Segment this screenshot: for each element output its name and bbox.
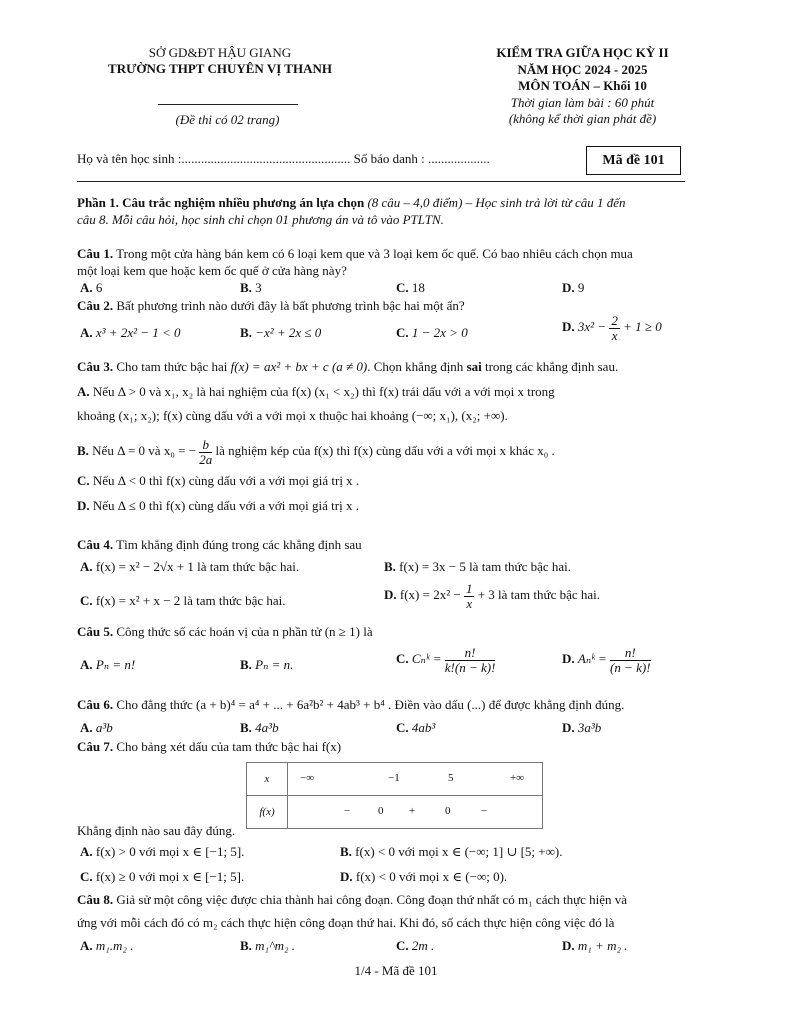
q4-option-c: f(x) = x² + x − 2 là tam thức bậc hai. bbox=[95, 593, 286, 608]
sign-table-x-header: x bbox=[247, 763, 288, 796]
q5-option-b: Pₙ = n. bbox=[255, 657, 294, 672]
q7-option-c-label: C. bbox=[80, 869, 93, 884]
duration-note: (không kể thời gian phát đề) bbox=[508, 111, 657, 126]
school-year: NĂM HỌC 2024 - 2025 bbox=[517, 61, 648, 77]
q5-option-d-num: n! bbox=[610, 646, 651, 661]
x-neg-inf: −∞ bbox=[300, 772, 315, 784]
q5-option-c-fraction bbox=[445, 646, 496, 674]
header-rule bbox=[77, 181, 685, 182]
q6-text: Cho đẳng thức (a + b)⁴ = a⁴ + ... + 6a²b² + 4ab³ + b⁴ . Điền vào dấu (...) để được khẳng định đúng. bbox=[116, 697, 625, 712]
sign-table-f-values bbox=[288, 796, 543, 829]
q4-text: Tìm khẳng định đúng trong các khẳng định sau bbox=[116, 537, 362, 552]
q1-option-c-label: C. bbox=[396, 280, 409, 295]
q4-option-d-post: + 3 là tam thức bậc hai. bbox=[477, 587, 601, 603]
q1-option-d-label: D. bbox=[562, 280, 575, 295]
q4-option-d-pre: f(x) = 2x² − bbox=[399, 587, 461, 603]
school-name: TRƯỜNG THPT CHUYÊN VỊ THANH bbox=[108, 61, 332, 76]
q2-option-d-num: 2 bbox=[611, 313, 618, 328]
q3-text-c: trong các khẳng định sau. bbox=[484, 359, 619, 374]
q5-option-a: Pₙ = n! bbox=[95, 657, 136, 672]
q2-option-a: x³ + 2x² − 1 < 0 bbox=[95, 325, 181, 340]
q3-formula: f(x) = ax² + bx + c (a ≠ 0) bbox=[230, 359, 368, 374]
q1-option-a-label: A. bbox=[80, 280, 93, 295]
sign-zero-2: 0 bbox=[445, 805, 451, 817]
x-root-1: −1 bbox=[388, 772, 400, 784]
q8-option-c: 2m . bbox=[411, 938, 435, 953]
q6-option-b-label: B. bbox=[240, 720, 252, 735]
q3-text-a: Cho tam thức bậc hai bbox=[116, 359, 228, 374]
duration: Thời gian làm bài : 60 phút bbox=[510, 94, 655, 110]
q4-option-a: f(x) = x² − 2√x + 1 là tam thức bậc hai. bbox=[95, 559, 300, 574]
q5-option-b-label: B. bbox=[240, 657, 252, 672]
q2-option-d-post: + 1 ≥ 0 bbox=[623, 319, 662, 335]
q5-option-c-den: k!(n − k)! bbox=[444, 659, 496, 675]
sign-table bbox=[246, 762, 543, 829]
q4-option-b-label: B. bbox=[384, 559, 396, 574]
q3-option-d: Nếu Δ ≤ 0 thì f(x) cùng dấu với a với mọi giá trị x . bbox=[92, 498, 359, 513]
department-name: SỞ GD&ĐT HẬU GIANG bbox=[148, 45, 292, 60]
exam-code-box bbox=[586, 146, 681, 175]
sign-2: + bbox=[409, 805, 416, 817]
q6-option-a: a³b bbox=[95, 720, 113, 735]
q7-option-b: f(x) < 0 với mọi x ∈ (−∞; 1] ∪ [5; +∞). bbox=[355, 844, 563, 859]
q3-option-b-post: là nghiệm kép của f(x) thì f(x) cùng dấu với a với mọi x khác x₀ . bbox=[215, 443, 555, 459]
q1-text-2: một loại kem que hoặc kem ốc quế ở cửa hàng này? bbox=[77, 263, 347, 278]
q4-option-a-label: A. bbox=[80, 559, 93, 574]
sign-table-f-header: f(x) bbox=[247, 796, 288, 829]
part1-note-1: (8 câu – 4,0 điểm) – Học sinh trả lời từ câu 1 đến bbox=[367, 195, 626, 210]
q3-option-b-pre: Nếu Δ = 0 và x₀ = − bbox=[92, 443, 197, 459]
q7-option-d-label: D. bbox=[340, 869, 353, 884]
q3-option-c-label: C. bbox=[77, 473, 90, 488]
q3-option-c: Nếu Δ < 0 thì f(x) cùng dấu với a với mọi giá trị x . bbox=[92, 473, 360, 488]
q1-option-b: 3 bbox=[255, 280, 262, 295]
q1-option-c: 18 bbox=[411, 280, 425, 295]
q1-label: Câu 1. bbox=[77, 246, 114, 261]
q3-option-d-label: D. bbox=[77, 498, 90, 513]
sign-table-row-f bbox=[247, 796, 543, 829]
q6-option-d: 3a³b bbox=[577, 720, 602, 735]
sign-table-row-x bbox=[247, 763, 543, 796]
exam-title: KIỂM TRA GIỮA HỌC KỲ II bbox=[496, 45, 669, 60]
sign-3: − bbox=[481, 805, 488, 817]
q2-option-c-label: C. bbox=[396, 325, 409, 340]
q2-option-d-den: x bbox=[611, 327, 618, 343]
q4-option-d-label: D. bbox=[384, 587, 397, 603]
q7-option-d: f(x) < 0 với mọi x ∈ (−∞; 0). bbox=[355, 869, 508, 884]
q7-option-b-label: B. bbox=[340, 844, 352, 859]
q3-option-b-num: b bbox=[199, 438, 212, 453]
q7-question: Khẳng định nào sau đây đúng. bbox=[77, 823, 236, 838]
q8-text-2: ứng với mỗi cách đó có m₂ cách thực hiện công đoạn thứ hai. Khi đó, số cách thực hiện công việc đó là bbox=[77, 915, 615, 930]
q3-bold-word: sai bbox=[466, 359, 482, 374]
q3-option-b-fraction bbox=[199, 438, 212, 466]
part1-title: Phần 1. Câu trắc nghiệm nhiều phương án lựa chọn bbox=[77, 195, 365, 210]
q5-option-d-label: D. bbox=[562, 651, 575, 667]
q2-option-c: 1 − 2x > 0 bbox=[411, 325, 468, 340]
q4-option-b: f(x) = 3x − 5 là tam thức bậc hai. bbox=[399, 559, 572, 574]
q5-label: Câu 5. bbox=[77, 624, 114, 639]
x-pos-inf: +∞ bbox=[510, 772, 525, 784]
q7-option-a: f(x) > 0 với mọi x ∈ [−1; 5]. bbox=[95, 844, 245, 859]
q7-option-a-label: A. bbox=[80, 844, 93, 859]
q6-option-c-label: C. bbox=[396, 720, 409, 735]
part1-note-2: câu 8. Mỗi câu hỏi, học sinh chỉ chọn 01 phương án và tô vào PTLTN. bbox=[77, 212, 444, 227]
q7-text: Cho bảng xét dấu của tam thức bậc hai f(x) bbox=[116, 739, 342, 754]
q2-label: Câu 2. bbox=[77, 298, 114, 313]
q5-text: Công thức số các hoán vị của n phần tử (n ≥ 1) là bbox=[116, 624, 373, 639]
q7-option-c: f(x) ≥ 0 với mọi x ∈ [−1; 5]. bbox=[95, 869, 245, 884]
q5-option-c-pre: Cₙᵏ = bbox=[411, 651, 442, 667]
q2-option-d-fraction bbox=[609, 314, 620, 342]
q7-label: Câu 7. bbox=[77, 739, 114, 754]
q5-option-d-fraction bbox=[610, 646, 651, 674]
q3-option-a-line1: Nếu Δ > 0 và x₁, x₂ là hai nghiệm của f(x) (x₁ < x₂) thì f(x) trái dấu với a với mọi x trong bbox=[92, 384, 555, 399]
q1-option-b-label: B. bbox=[240, 280, 252, 295]
q2-text: Bất phương trình nào dưới đây là bất phương trình bậc hai một ẩn? bbox=[116, 298, 465, 313]
subject: MÔN TOÁN – Khối 10 bbox=[518, 78, 647, 93]
q6-option-d-label: D. bbox=[562, 720, 575, 735]
page-count-note: (Đề thi có 02 trang) bbox=[175, 112, 280, 127]
q8-option-b-label: B. bbox=[240, 938, 252, 953]
q4-label: Câu 4. bbox=[77, 537, 114, 552]
q5-option-a-label: A. bbox=[80, 657, 93, 672]
q5-option-d-pre: Aₙᵏ = bbox=[577, 651, 607, 667]
q3-label: Câu 3. bbox=[77, 359, 114, 374]
q8-option-a-label: A. bbox=[80, 938, 93, 953]
q6-option-c: 4ab³ bbox=[411, 720, 436, 735]
q4-option-d-num: 1 bbox=[465, 581, 473, 596]
q2-option-b: −x² + 2x ≤ 0 bbox=[255, 325, 322, 340]
q8-option-d: m₁ + m₂ . bbox=[577, 938, 628, 953]
sign-zero-1: 0 bbox=[378, 805, 384, 817]
q1-option-d: 9 bbox=[577, 280, 585, 295]
q5-option-c-label: C. bbox=[396, 651, 409, 667]
header-divider bbox=[158, 104, 298, 105]
q3-text-b: . Chọn khẳng định bbox=[367, 359, 464, 374]
q8-option-b: m₁^m₂ . bbox=[255, 938, 295, 953]
q4-option-d-den: x bbox=[466, 595, 473, 611]
q3-option-a-line2: khoảng (x₁; x₂); f(x) cùng dấu với a với mọi x thuộc hai khoảng (−∞; x₁), (x₂; +∞). bbox=[77, 408, 508, 423]
q8-option-d-label: D. bbox=[562, 938, 575, 953]
q8-option-c-label: C. bbox=[396, 938, 409, 953]
q8-text-1: Giả sử một công việc được chia thành hai công đoạn. Công đoạn thứ nhất có m₁ cách thực hiện và bbox=[116, 892, 628, 907]
sign-1: − bbox=[344, 805, 351, 817]
exam-code: Mã đề 101 bbox=[602, 153, 665, 168]
q1-option-a: 6 bbox=[95, 280, 103, 295]
x-root-2: 5 bbox=[448, 772, 454, 784]
page-footer: 1/4 - Mã đề 101 bbox=[354, 963, 438, 978]
q3-option-b-den: 2a bbox=[199, 451, 213, 467]
q2-option-d-pre: 3x² − bbox=[577, 319, 607, 335]
q6-label: Câu 6. bbox=[77, 697, 114, 712]
q5-option-d-den: (n − k)! bbox=[610, 659, 651, 675]
q6-option-b: 4a³b bbox=[255, 720, 279, 735]
sign-table-x-values bbox=[288, 763, 543, 796]
q4-option-c-label: C. bbox=[80, 593, 93, 608]
q2-option-b-label: B. bbox=[240, 325, 252, 340]
q4-option-d-fraction bbox=[464, 582, 475, 610]
q1-text-1: Trong một cửa hàng bán kem có 6 loại kem que và 3 loại kem ốc quế. Có bao nhiêu cách chọn mua bbox=[116, 246, 633, 261]
q3-option-b-label: B. bbox=[77, 443, 89, 459]
q5-option-c-num: n! bbox=[445, 646, 496, 661]
q8-label: Câu 8. bbox=[77, 892, 114, 907]
q2-option-a-label: A. bbox=[80, 325, 93, 340]
q3-option-a-label: A. bbox=[77, 384, 90, 399]
q8-option-a: m₁.m₂ . bbox=[95, 938, 134, 953]
student-info-line: Họ và tên học sinh :.................................................... Số báo danh : ................... bbox=[77, 151, 490, 166]
q2-option-d-label: D. bbox=[562, 319, 575, 335]
q6-option-a-label: A. bbox=[80, 720, 93, 735]
